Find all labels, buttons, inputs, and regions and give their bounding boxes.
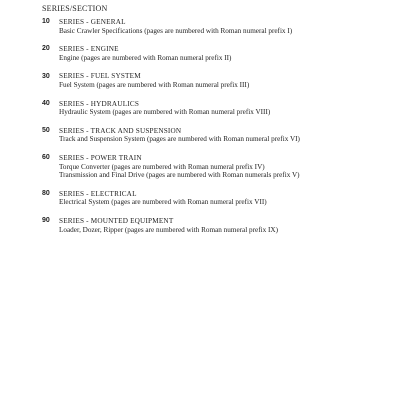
section-description: Track and Suspension System (pages are numbered with Roman numeral prefix VI) xyxy=(59,135,300,144)
section-title: SERIES - MOUNTED EQUIPMENT xyxy=(59,216,174,225)
section-description: Basic Crawler Specifications (pages are numbered with Roman numeral prefix I) xyxy=(59,26,293,35)
section-number: 20 xyxy=(42,45,50,53)
section-entry xyxy=(42,45,392,62)
section-body xyxy=(59,190,392,207)
section-body xyxy=(59,217,392,234)
section-body xyxy=(59,100,392,117)
section-title: SERIES - POWER TRAIN xyxy=(59,153,142,162)
section-description: Loader, Dozer, Ripper (pages are numbered with Roman numeral prefix IX) xyxy=(59,225,278,234)
section-number: 50 xyxy=(42,126,50,134)
section-title: SERIES - HYDRAULICS xyxy=(59,99,140,108)
section-entry xyxy=(42,190,392,207)
section-entry xyxy=(42,72,392,89)
section-body xyxy=(59,45,392,62)
section-number: 40 xyxy=(42,99,50,107)
section-number: 30 xyxy=(42,72,50,80)
section-entry xyxy=(42,154,392,180)
section-description: Engine (pages are numbered with Roman numeral prefix II) xyxy=(59,53,232,62)
section-list xyxy=(42,18,392,244)
section-number: 80 xyxy=(42,189,50,197)
section-description: Hydraulic System (pages are numbered with Roman numeral prefix VIII) xyxy=(59,108,271,117)
section-body xyxy=(59,18,392,35)
section-entry xyxy=(42,217,392,234)
section-entry xyxy=(42,100,392,117)
section-title: SERIES - ENGINE xyxy=(59,45,119,54)
section-entry xyxy=(42,127,392,144)
section-number: 10 xyxy=(42,18,50,26)
section-description: Torque Converter (pages are numbered with Roman numeral prefix IV) xyxy=(59,162,265,171)
section-number: 60 xyxy=(42,154,50,162)
section-title: SERIES - FUEL SYSTEM xyxy=(59,72,141,81)
section-title: SERIES - GENERAL xyxy=(59,18,126,26)
section-title: SERIES - ELECTRICAL xyxy=(59,189,137,198)
section-description: Fuel System (pages are numbered with Roman numeral prefix III) xyxy=(59,80,250,89)
section-body xyxy=(59,127,392,144)
section-title: SERIES - TRACK AND SUSPENSION xyxy=(59,126,182,135)
section-number: 90 xyxy=(42,217,50,225)
page-heading: SERIES/SECTION xyxy=(42,4,108,13)
section-body xyxy=(59,72,392,89)
section-entry xyxy=(42,18,392,35)
section-description: Transmission and Final Drive (pages are numbered with Roman numerals prefix V) xyxy=(59,171,300,180)
section-body xyxy=(59,154,392,180)
section-description: Electrical System (pages are numbered with Roman numeral prefix VII) xyxy=(59,198,267,207)
